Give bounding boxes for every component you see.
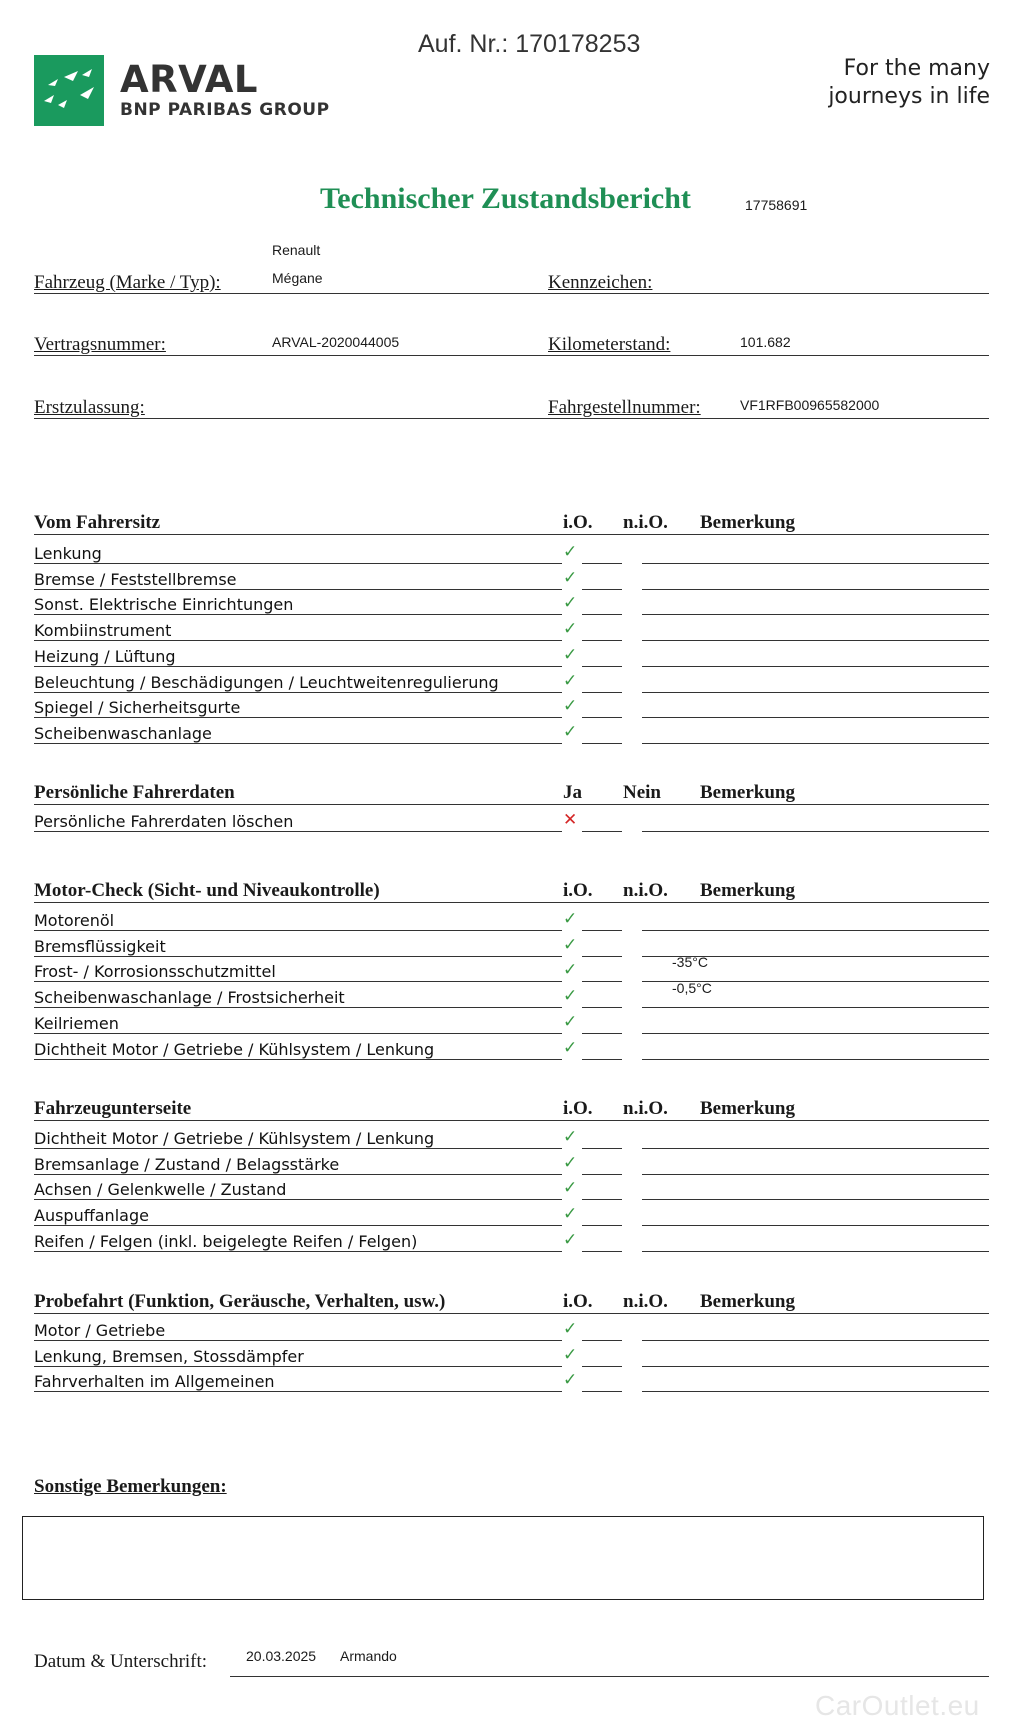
checklist-item-remark: -35°C xyxy=(672,954,708,970)
checklist-item-label: Motor / Getriebe xyxy=(34,1321,166,1340)
item-label-line xyxy=(34,692,562,693)
column-header-remark: Bemerkung xyxy=(700,880,795,901)
item-label-line xyxy=(34,1366,562,1367)
item-nok-line xyxy=(582,692,622,693)
checklist-item-label: Bremsanlage / Zustand / Belagsstärke xyxy=(34,1155,340,1174)
checklist-item-label: Bremse / Feststellbremse xyxy=(34,570,237,589)
check-mark-icon[interactable]: ✓ xyxy=(563,671,578,691)
item-nok-line xyxy=(582,1366,622,1367)
item-nok-line xyxy=(582,717,622,718)
item-nok-line xyxy=(582,930,622,931)
brand-group: BNP PARIBAS GROUP xyxy=(120,100,330,120)
section-underline xyxy=(34,1313,989,1314)
item-remark-line xyxy=(642,589,989,590)
column-header-ok: Ja xyxy=(563,782,582,803)
checklist-item-label: Keilriemen xyxy=(34,1014,119,1033)
contract-underline xyxy=(34,355,989,356)
item-remark-line xyxy=(642,1033,989,1034)
checklist-item-label: Beleuchtung / Beschädigungen / Leuchtweitenregulierung xyxy=(34,673,499,692)
section-title: Persönliche Fahrerdaten xyxy=(34,782,235,803)
item-label-line xyxy=(34,717,562,718)
check-mark-icon[interactable]: ✓ xyxy=(563,1153,578,1173)
item-label-line xyxy=(34,666,562,667)
contract-value: ARVAL-2020044005 xyxy=(272,334,400,350)
order-number: Auf. Nr.: 170178253 xyxy=(418,30,641,58)
item-remark-line xyxy=(642,692,989,693)
column-header-ok: i.O. xyxy=(563,1098,593,1119)
item-nok-line xyxy=(582,1007,622,1008)
item-label-line xyxy=(34,1033,562,1034)
section-underline xyxy=(34,804,989,805)
column-header-nok: Nein xyxy=(623,782,661,803)
vehicle-underline xyxy=(34,293,989,294)
report-title: Technischer Zustandsbericht xyxy=(320,182,691,215)
item-nok-line xyxy=(582,666,622,667)
checklist-item-label: Reifen / Felgen (inkl. beigelegte Reifen / Felgen) xyxy=(34,1232,418,1251)
check-mark-icon[interactable]: ✓ xyxy=(563,1230,578,1250)
signature-name: Armando xyxy=(340,1648,397,1664)
check-mark-icon[interactable]: ✓ xyxy=(563,1038,578,1058)
check-mark-icon[interactable]: ✓ xyxy=(563,593,578,613)
registration-underline xyxy=(34,418,989,419)
item-label-line xyxy=(34,981,562,982)
item-remark-line xyxy=(642,717,989,718)
item-remark-line xyxy=(642,1391,989,1392)
column-header-remark: Bemerkung xyxy=(700,512,795,533)
checklist-item-label: Persönliche Fahrerdaten löschen xyxy=(34,812,294,831)
checklist-item-label: Dichtheit Motor / Getriebe / Kühlsystem / Lenkung xyxy=(34,1129,435,1148)
item-label-line xyxy=(34,743,562,744)
item-label-line xyxy=(34,1251,562,1252)
check-mark-icon[interactable]: ✓ xyxy=(563,986,578,1006)
mileage-value: 101.682 xyxy=(740,334,791,350)
column-header-nok: n.i.O. xyxy=(623,1098,668,1119)
checklist-item-label: Motorenöl xyxy=(34,911,115,930)
column-header-ok: i.O. xyxy=(563,1291,593,1312)
check-mark-icon[interactable]: ✓ xyxy=(563,645,578,665)
tagline xyxy=(790,55,990,111)
check-mark-icon[interactable]: ✓ xyxy=(563,1319,578,1339)
column-header-ok: i.O. xyxy=(563,880,593,901)
item-nok-line xyxy=(582,589,622,590)
item-nok-line xyxy=(582,981,622,982)
section-underline xyxy=(34,1120,989,1121)
check-mark-icon[interactable]: ✓ xyxy=(563,935,578,955)
checklist-item-label: Dichtheit Motor / Getriebe / Kühlsystem / Lenkung xyxy=(34,1040,435,1059)
check-mark-icon[interactable]: ✓ xyxy=(563,1204,578,1224)
item-nok-line xyxy=(582,1033,622,1034)
column-header-remark: Bemerkung xyxy=(700,1291,795,1312)
item-remark-line xyxy=(642,1059,989,1060)
item-remark-line xyxy=(642,1225,989,1226)
item-label-line xyxy=(34,831,562,832)
item-nok-line xyxy=(582,614,622,615)
item-remark-line xyxy=(642,1251,989,1252)
item-label-line xyxy=(34,1007,562,1008)
item-nok-line xyxy=(582,1199,622,1200)
vehicle-label: Fahrzeug (Marke / Typ): xyxy=(34,272,221,293)
section-title: Fahrzeugunterseite xyxy=(34,1098,192,1119)
check-mark-icon[interactable]: ✓ xyxy=(563,1345,578,1365)
column-header-nok: n.i.O. xyxy=(623,1291,668,1312)
item-nok-line xyxy=(582,743,622,744)
column-header-remark: Bemerkung xyxy=(700,1098,795,1119)
signature-label: Datum & Unterschrift: xyxy=(34,1651,208,1672)
checklist-item-label: Bremsflüssigkeit xyxy=(34,937,166,956)
check-mark-icon[interactable]: ✓ xyxy=(563,542,578,562)
checklist-item-label: Achsen / Gelenkwelle / Zustand xyxy=(34,1180,287,1199)
item-remark-line xyxy=(642,1148,989,1149)
item-remark-line xyxy=(642,1174,989,1175)
tagline-line2: journeys in life xyxy=(828,84,990,109)
item-label-line xyxy=(34,563,562,564)
item-label-line xyxy=(34,1225,562,1226)
checklist-item-label: Fahrverhalten im Allgemeinen xyxy=(34,1372,275,1391)
remarks-box[interactable] xyxy=(22,1516,984,1600)
section-title: Motor-Check (Sicht- und Niveaukontrolle) xyxy=(34,880,380,901)
mileage-label: Kilometerstand: xyxy=(548,334,671,355)
registration-label: Erstzulassung: xyxy=(34,397,145,418)
item-nok-line xyxy=(582,1391,622,1392)
item-nok-line xyxy=(582,1174,622,1175)
column-header-remark: Bemerkung xyxy=(700,782,795,803)
section-title: Vom Fahrersitz xyxy=(34,512,161,533)
checklist-item-label: Lenkung, Bremsen, Stossdämpfer xyxy=(34,1347,304,1366)
item-remark-line xyxy=(642,563,989,564)
vin-value: VF1RFB00965582000 xyxy=(740,397,880,413)
signature-date: 20.03.2025 xyxy=(246,1648,317,1664)
checklist-item-label: Spiegel / Sicherheitsgurte xyxy=(34,698,241,717)
item-nok-line xyxy=(582,1225,622,1226)
checklist-item-label: Lenkung xyxy=(34,544,102,563)
item-nok-line xyxy=(582,956,622,957)
item-label-line xyxy=(34,614,562,615)
signature-underline xyxy=(230,1676,989,1677)
item-label-line xyxy=(34,1340,562,1341)
cross-mark-icon[interactable]: ✕ xyxy=(563,810,578,830)
checklist-item-label: Scheibenwaschanlage xyxy=(34,724,212,743)
item-label-line xyxy=(34,1148,562,1149)
section-underline xyxy=(34,902,989,903)
section-title: Probefahrt (Funktion, Geräusche, Verhalten, usw.) xyxy=(34,1291,446,1312)
item-remark-line xyxy=(642,1340,989,1341)
item-nok-line xyxy=(582,640,622,641)
item-remark-line xyxy=(642,640,989,641)
item-nok-line xyxy=(582,563,622,564)
checklist-item-label: Heizung / Lüftung xyxy=(34,647,176,666)
item-nok-line xyxy=(582,1340,622,1341)
tagline-line1: For the many xyxy=(843,56,990,81)
item-remark-line xyxy=(642,743,989,744)
item-remark-line xyxy=(642,1199,989,1200)
check-mark-icon[interactable]: ✓ xyxy=(563,1127,578,1147)
item-label-line xyxy=(34,930,562,931)
item-remark-line xyxy=(642,1007,989,1008)
item-remark-line xyxy=(642,666,989,667)
check-mark-icon[interactable]: ✓ xyxy=(563,1178,578,1198)
checklist-item-label: Frost- / Korrosionsschutzmittel xyxy=(34,962,276,981)
item-label-line xyxy=(34,956,562,957)
check-mark-icon[interactable]: ✓ xyxy=(563,1370,578,1390)
item-nok-line xyxy=(582,831,622,832)
check-mark-icon[interactable]: ✓ xyxy=(563,568,578,588)
column-header-ok: i.O. xyxy=(563,512,593,533)
item-label-line xyxy=(34,1174,562,1175)
item-remark-line xyxy=(642,930,989,931)
check-mark-icon[interactable]: ✓ xyxy=(563,696,578,716)
check-mark-icon[interactable]: ✓ xyxy=(563,619,578,639)
vin-label: Fahrgestellnummer: xyxy=(548,397,701,418)
item-remark-line xyxy=(642,614,989,615)
item-nok-line xyxy=(582,1059,622,1060)
check-mark-icon[interactable]: ✓ xyxy=(563,722,578,742)
arval-logo-icon xyxy=(34,55,104,126)
check-mark-icon[interactable]: ✓ xyxy=(563,909,578,929)
vehicle-make: Renault xyxy=(272,242,321,258)
checklist-item-label: Scheibenwaschanlage / Frostsicherheit xyxy=(34,988,345,1007)
brand-name: ARVAL xyxy=(120,58,258,101)
item-label-line xyxy=(34,589,562,590)
checklist-item-label: Kombiinstrument xyxy=(34,621,172,640)
item-label-line xyxy=(34,1199,562,1200)
item-remark-line xyxy=(642,1366,989,1367)
report-id: 17758691 xyxy=(745,197,808,213)
checklist-item-label: Sonst. Elektrische Einrichtungen xyxy=(34,595,294,614)
column-header-nok: n.i.O. xyxy=(623,880,668,901)
checklist-item-remark: -0,5°C xyxy=(672,980,712,996)
vehicle-model: Mégane xyxy=(272,270,323,286)
contract-label: Vertragsnummer: xyxy=(34,334,166,355)
item-label-line xyxy=(34,640,562,641)
item-remark-line xyxy=(642,831,989,832)
remarks-value xyxy=(23,1517,983,1533)
plate-label: Kennzeichen: xyxy=(548,272,653,293)
check-mark-icon[interactable]: ✓ xyxy=(563,1012,578,1032)
watermark: CarOutlet.eu xyxy=(815,1690,980,1721)
item-nok-line xyxy=(582,1148,622,1149)
checklist-item-label: Auspuffanlage xyxy=(34,1206,149,1225)
column-header-nok: n.i.O. xyxy=(623,512,668,533)
item-label-line xyxy=(34,1391,562,1392)
item-label-line xyxy=(34,1059,562,1060)
item-nok-line xyxy=(582,1251,622,1252)
check-mark-icon[interactable]: ✓ xyxy=(563,960,578,980)
remarks-label: Sonstige Bemerkungen: xyxy=(34,1476,227,1497)
section-underline xyxy=(34,534,989,535)
